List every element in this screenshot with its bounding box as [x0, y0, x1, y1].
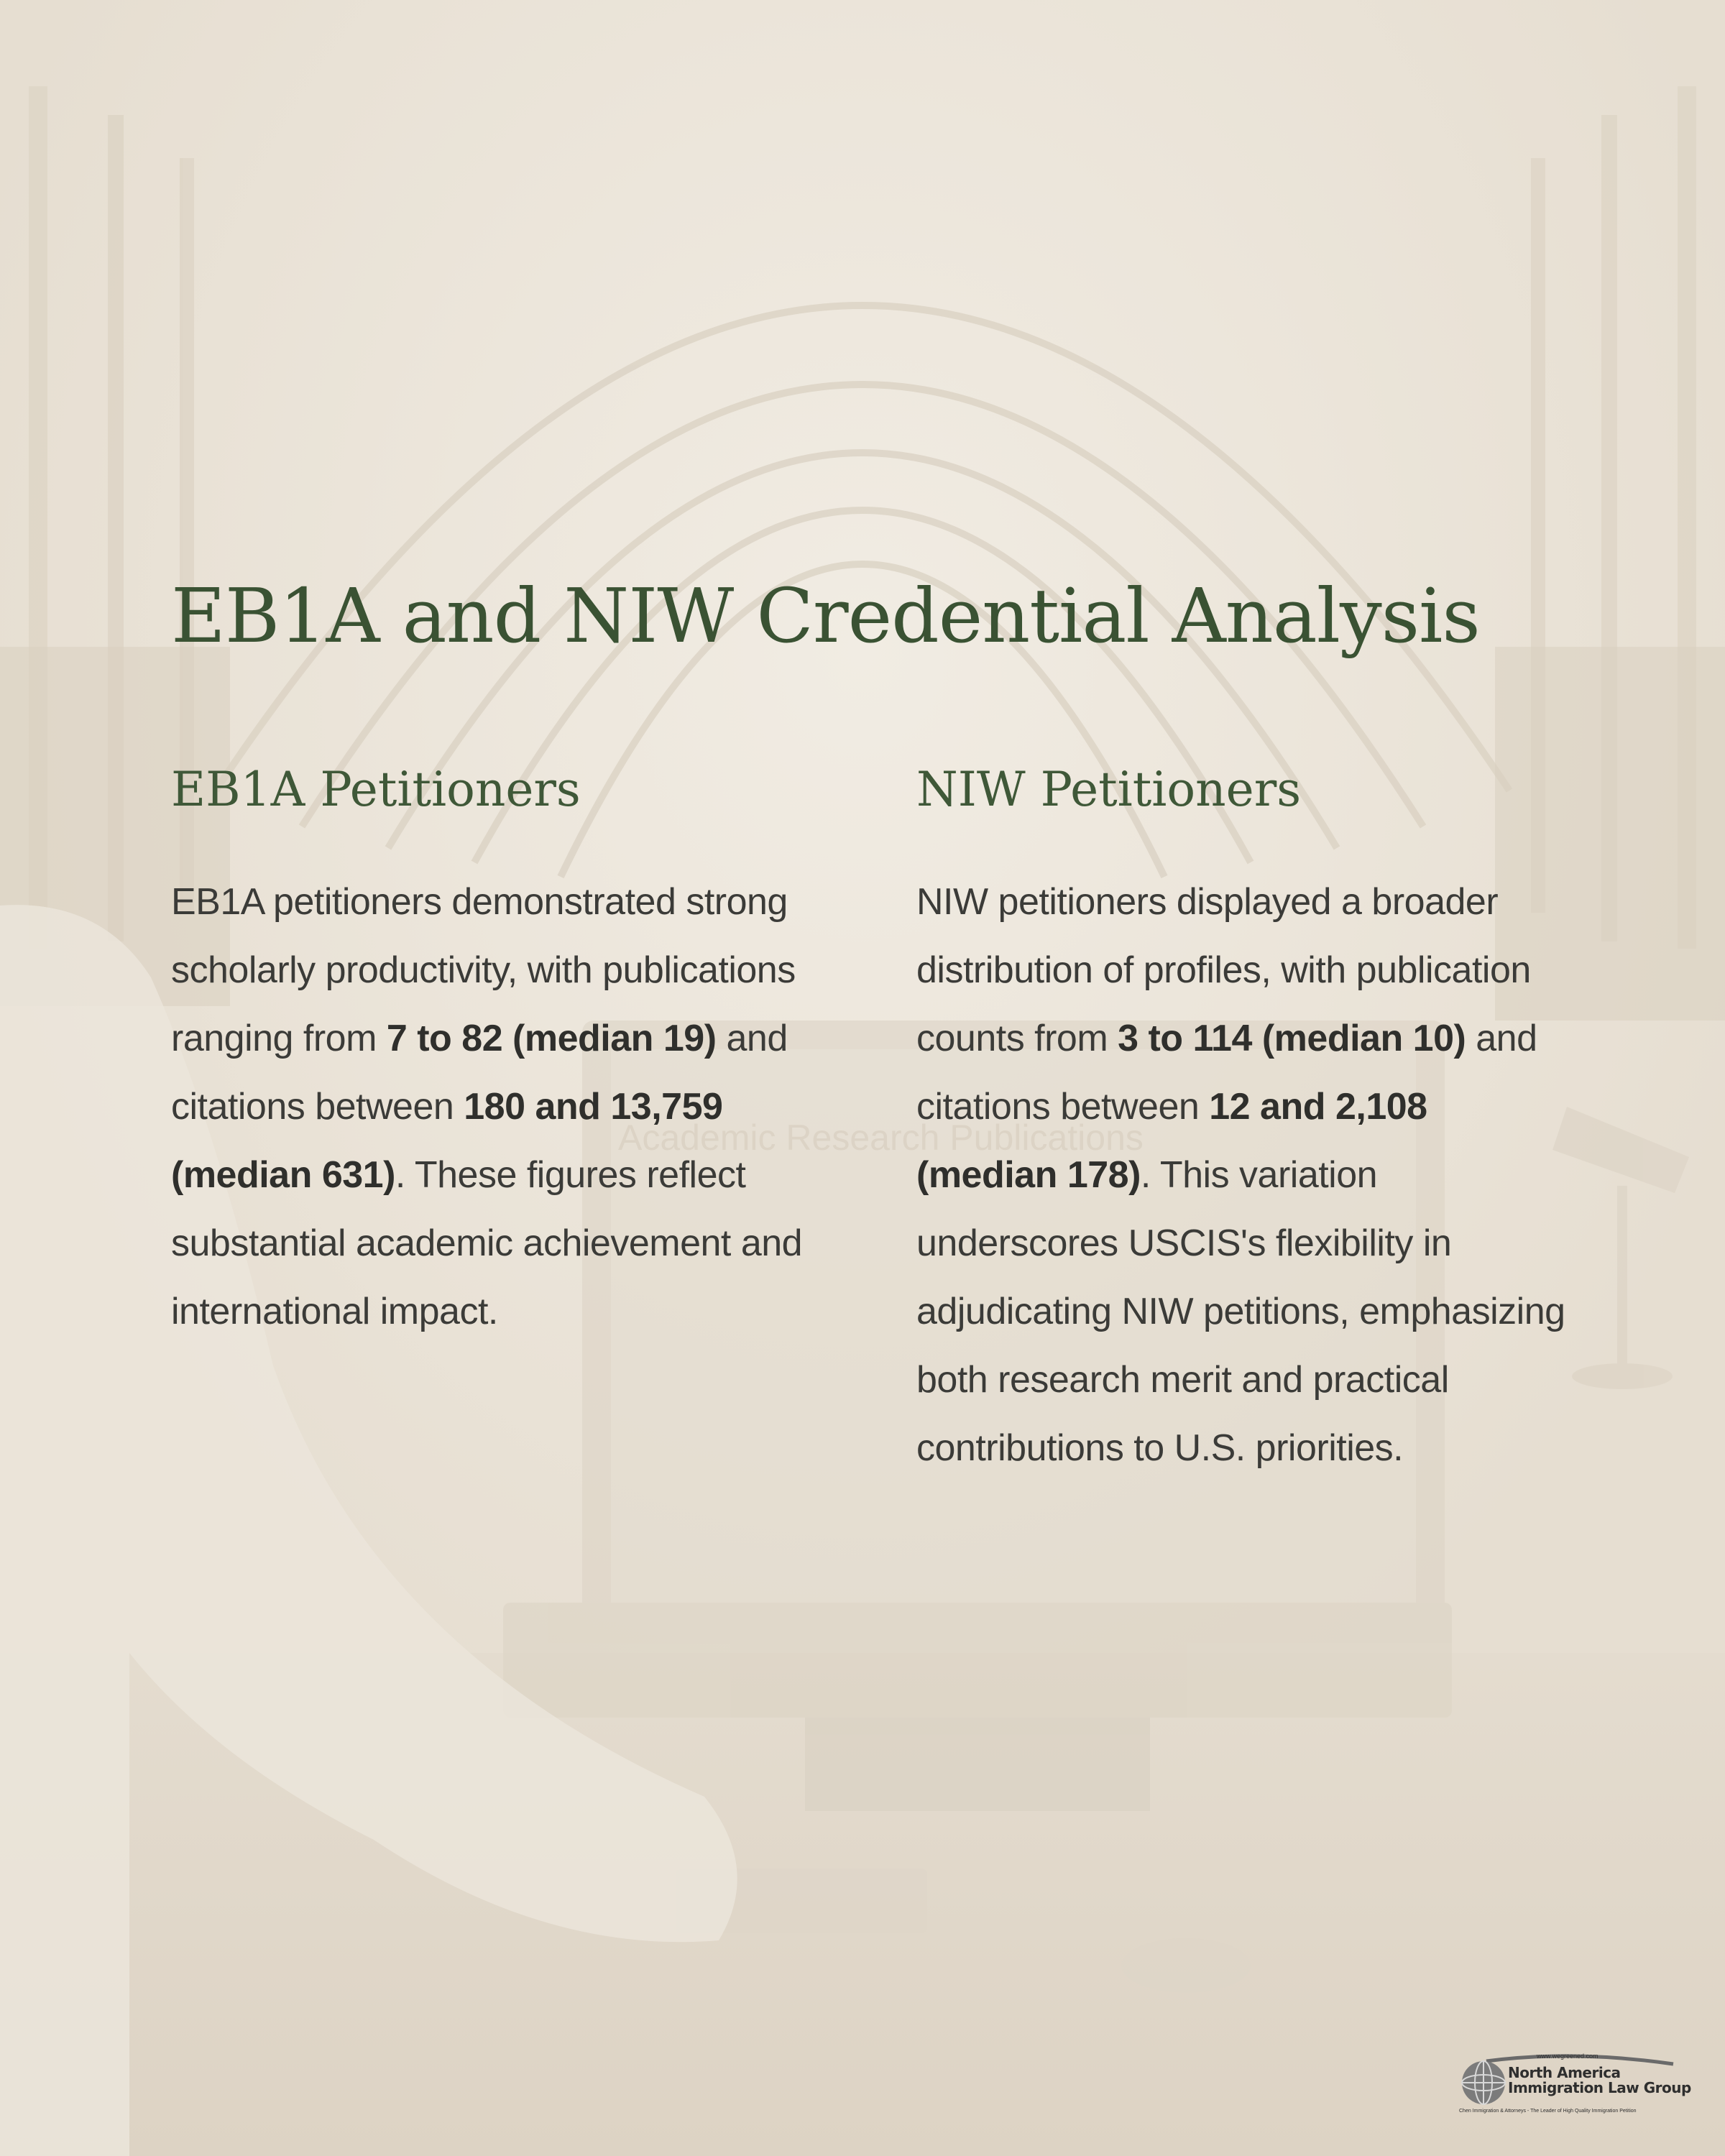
niw-text-2: and citations between	[916, 1018, 1537, 1128]
monitor-screen-text: Academic Research Publications	[618, 1118, 1144, 1158]
logo-line-2: Immigration Law Group	[1508, 2079, 1691, 2096]
eb1a-citations-range: 180 and 13,759 (median 631)	[171, 1086, 723, 1196]
niw-text-3: . This variation underscores USCIS's flexibility in adjudicating NIW petitions, emphasizing both research merit and practical contributions to U.S. priorities.	[916, 1154, 1565, 1469]
niw-citations-range: 12 and 2,108 (median 178)	[916, 1086, 1427, 1196]
eb1a-paragraph	[171, 868, 818, 1346]
niw-publications-range: 3 to 114 (median 10)	[1118, 1018, 1466, 1059]
niw-heading: NIW Petitioners	[916, 762, 1302, 817]
logo-tagline: Chen Immigration & Attorneys - The Leader of High Quality Immigration Petition	[1459, 2109, 1637, 2114]
niw-text-1: NIW petitioners displayed a broader distribution of profiles, with publication counts from	[916, 881, 1531, 1059]
eb1a-column	[171, 755, 818, 1346]
eb1a-text-1: EB1A petitioners demonstrated strong scholarly productivity, with publications ranging from	[171, 881, 796, 1059]
logo-line-1: North America	[1508, 2064, 1621, 2081]
eb1a-heading: EB1A Petitioners	[171, 762, 581, 817]
eb1a-publications-range: 7 to 82 (median 19)	[386, 1018, 717, 1059]
firm-logo	[1458, 2053, 1691, 2117]
niw-column	[916, 755, 1578, 1483]
logo-url: www.wegreened.com	[1537, 2053, 1598, 2060]
eb1a-text-2: and citations between	[171, 1018, 788, 1128]
niw-paragraph	[916, 868, 1578, 1483]
logo-name	[1508, 2065, 1691, 2096]
page-title: EB1A and NIW Credential Analysis	[171, 572, 1480, 660]
eb1a-text-3: . These figures reflect substantial academic achievement and international impact.	[171, 1154, 803, 1332]
